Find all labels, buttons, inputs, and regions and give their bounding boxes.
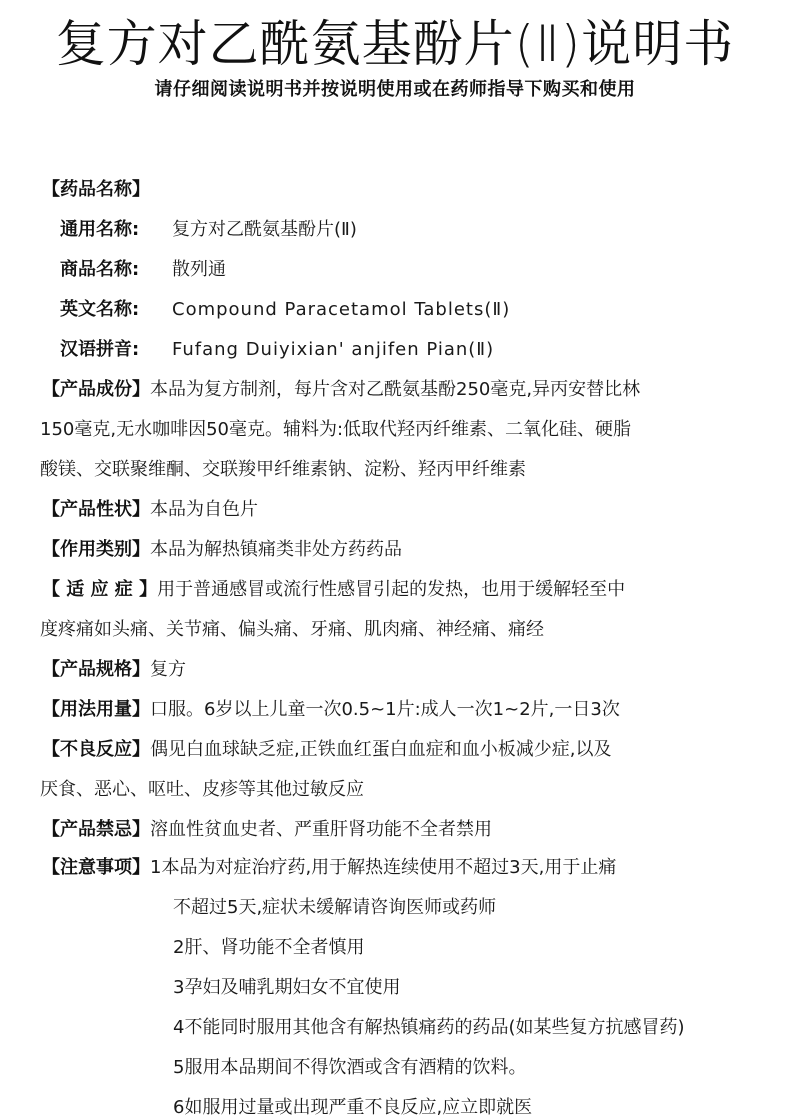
- dosage-label: 【用法用量】: [42, 699, 150, 720]
- precautions-line-5: 4不能同时服用其他含有解热镇痛药的药品(如某些复方抗感冒药): [173, 1017, 685, 1038]
- precautions-line-1: 1本品为对症治疗药,用于解热连续使用不超过3天,用于止痛: [150, 857, 617, 878]
- dosage-value: 口服。6岁以上儿童一次0.5~1片:成人一次1~2片,一日3次: [150, 699, 620, 720]
- adverse-label: 【不良反应】: [42, 739, 150, 760]
- english-name-row: [60, 298, 790, 322]
- brand-name-row: [60, 258, 790, 282]
- precautions-line-2: 不超过5天,症状未缓解请咨询医师或药师: [173, 897, 497, 918]
- category-label: 【作用类别】: [42, 539, 150, 560]
- indications-line-2: 度疼痛如头痛、关节痛、偏头痛、牙痛、肌肉痛、神经痛、痛经: [40, 619, 544, 640]
- appearance-row: [42, 498, 790, 522]
- section-drug-name: [42, 178, 790, 202]
- specification-row: [42, 658, 790, 682]
- generic-name-value: 复方对乙酰氨基酚片(Ⅱ): [172, 219, 357, 240]
- category-row: [42, 538, 790, 562]
- document-title: 复方对乙酰氨基酚片(Ⅱ)说明书: [55, 15, 735, 73]
- adverse-row: [42, 738, 790, 762]
- brand-name-label: 商品名称:: [60, 259, 140, 280]
- precautions-line-4: 3孕妇及哺乳期妇女不宜使用: [173, 977, 401, 998]
- precautions-label: 【注意事项】: [42, 857, 150, 878]
- appearance-label: 【产品性状】: [42, 499, 150, 520]
- adverse-line-2: 厌食、恶心、呕吐、皮疹等其他过敏反应: [40, 779, 364, 800]
- section-label: 【药品名称】: [42, 179, 150, 200]
- indications-label: 【 适 应 症 】: [42, 579, 158, 600]
- english-name-label: 英文名称:: [60, 299, 140, 320]
- contraindications-row: [42, 818, 790, 842]
- precautions-line-3: 2肝、肾功能不全者慎用: [173, 937, 365, 958]
- contraindications-value: 溶血性贫血史者、严重肝肾功能不全者禁用: [150, 819, 492, 840]
- appearance-value: 本品为自色片: [150, 499, 258, 520]
- composition-line-3: 酸镁、交联聚维酮、交联羧甲纤维素钠、淀粉、羟丙甲纤维素: [40, 459, 526, 480]
- adverse-line-1: 偶见白血球缺乏症,正铁血红蛋白血症和血小板减少症,以及: [150, 739, 612, 760]
- pinyin-name-value: Fufang Duiyixian' anjifen Pian(Ⅱ): [172, 339, 495, 360]
- brand-name-value: 散列通: [172, 259, 226, 280]
- english-name-value: Compound Paracetamol Tablets(Ⅱ): [172, 299, 511, 320]
- composition-line-2: 150毫克,无水咖啡因50毫克。辅料为:低取代羟丙纤维素、二氧化硅、硬脂: [40, 419, 632, 440]
- pinyin-name-row: [60, 338, 790, 362]
- contraindications-label: 【产品禁忌】: [42, 819, 150, 840]
- composition-label: 【产品成份】: [42, 379, 150, 400]
- pinyin-name-label: 汉语拼音:: [60, 339, 140, 360]
- generic-name-row: [60, 218, 790, 242]
- indications-row: [42, 578, 790, 602]
- specification-label: 【产品规格】: [42, 659, 150, 680]
- precautions-line-6: 5服用本品期间不得饮酒或含有酒精的饮料。: [173, 1057, 527, 1078]
- generic-name-label: 通用名称:: [60, 219, 140, 240]
- precautions-line-7: 6如服用过量或出现严重不良反应,应立即就医: [173, 1097, 533, 1118]
- composition-line-1: 本品为复方制剂，每片含对乙酰氨基酚250毫克,异丙安替比林: [150, 379, 641, 400]
- composition-row: [42, 378, 790, 402]
- precautions-row: [42, 856, 790, 880]
- category-value: 本品为解热镇痛类非处方药药品: [150, 539, 402, 560]
- dosage-row: [42, 698, 790, 722]
- specification-value: 复方: [150, 659, 186, 680]
- document-subtitle: 请仔细阅读说明书并按说明使用或在药师指导下购买和使用: [154, 79, 636, 100]
- indications-line-1: 用于普通感冒或流行性感冒引起的发热，也用于缓解轻至中: [157, 579, 626, 600]
